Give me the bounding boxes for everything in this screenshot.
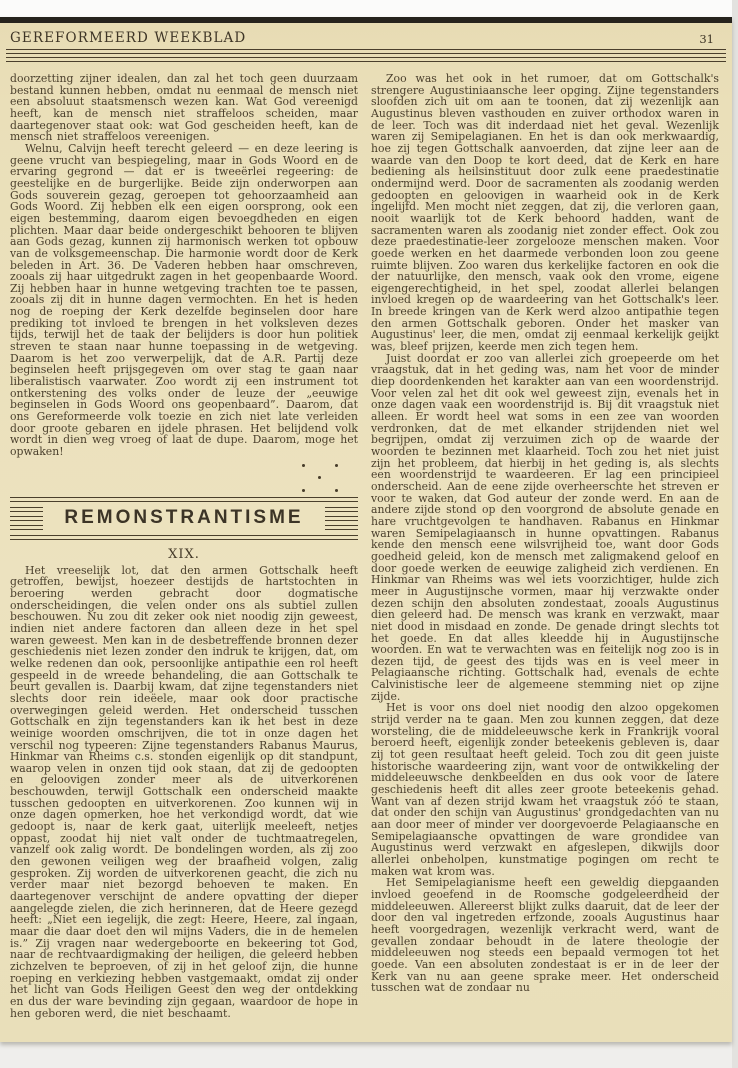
ornament-dot — [302, 489, 305, 492]
ornament-dot — [318, 476, 321, 479]
paragraph: Het vreeselijk lot, dat den armen Gottschalk heeft getroffen, bewijst, hoezeer destijds de hartstochten in beroering werden gebracht door dogmatische onderscheidingen, die velen onder ons als subtiel zullen beschouwen. Nu zou dit zeker ook niet noodig zijn geweest, indien niet andere factoren dan alleen deze in het spel waren geweest. Men kan in de desbetreffende bronnen dezer geschiedenis niet lezen zonder den indruk te krijgen, dat, om welke redenen dan ook, persoonlijke antipathie een rol heeft gespeeld in de wreede behandeling, die aan Gottschalk te beurt gevallen is. Daarbij kwam, dat zijne tegenstanders niet slechts door rein ideëele, maar ook door practische overwegingen geleid werden. Het onderscheid tusschen Gottschalk en zijn tegenstanders kan ik het best in deze weinige woorden omschrijven, die tot in onze dagen het verschil nog typeeren: Zijne tegenstanders Rabanus Maurus, Hinkmar van Rheims c.s. stonden eigenlijk op dit standpunt, waarop velen in onzen tijd ook staan, dat zij de gedoopten en geloovigen zonder meer als de uitverkorenen beschouwden, terwijl Gottschalk een onderscheid maakte tusschen gedoopten en uitverkorenen. Zoo kunnen wij in onze dagen opmerken, hoe het verkondigd wordt, dat wie gedoopt is, naar de kerk gaat, uiterlijk meeleeft, netjes oppast, zoodat hij niet valt onder de tuchtmaatregelen, vanzelf ook zalig wordt. De bondelingen worden, als zij zoo den gewonen veiligen weg der braafheid volgen, zalig gesproken. Zij worden de uitverkorenen geacht, die zich nu verder maar niet bezorgd behoeven te maken. En daartegenover verschijnt de andere opvatting der dieper aangelegde zielen, die zich herinneren, dat de Heere gezegd heeft: „Niet een iegelijk, die zegt: Heere, Heere, zal ingaan, maar die daar doet den wil mijns Vaders, die in de hemelen is.” Zij vragen naar wedergeboorte en bekeering tot God, naar de rechtvaardigmaking der heiligen, die geleerd hebben zichzelven te beproeven, of zij in het geloof zijn, die hunne roeping en verkiezing hebben vastgemaakt, omdat zij onder het licht van Gods Heiligen Geest den weg der ontdekking en dus der ware bevinding zijn gegaan, waardoor de hope in hen geboren werd, die niet beschaamt. — [10, 563, 358, 1020]
section-number: XIX. — [168, 546, 200, 562]
heading-side-rules-right — [325, 507, 358, 530]
masthead-title: GEREFORMEERD WEEKBLAD — [10, 30, 247, 46]
section-title: REMONSTRANTISME — [64, 507, 304, 529]
ornament-dot — [302, 464, 305, 467]
paragraph: Welnu, Calvijn heeft terecht geleerd — en deze leering is geene vrucht van bespiegeling, maar in Gods Woord en de ervaring gegrond — dat er is tweeërlei regeering: de geestelijke en de burgerlijke. Beide zijn onderworpen aan Gods souverein gezag, geroepen tot gehoorzaamheid aan Gods Woord. Zij hebben elk een eigen oorsprong, ook een eigen bestemming, daarom eigen bevoegdheden en eigen plichten. Maar daar beide ondergeschikt behooren te blijven aan Gods gezag, kunnen zij harmonisch werken tot opbouw van de volksgemeenschap. Die harmonie wordt door de Kerk beleden in Art. 36. De Vaderen hebben haar omschreven, zooals zij haar uitgedrukt zagen in het geopenbaarde Woord. Zij hebben haar in hunne wetgeving trachten toe te passen, zooals zij dit in hunne dagen vermochten. En het is heden nog de roeping der Kerk dezelfde beginselen door hare prediking tot invloed te brengen in het volksleven dezes tijds, terwijl het de taak der belijders is door hun politiek streven te staan naar hunne toepassing in de wetgeving. Daarom is het zoo verwerpelijk, dat de A.R. Partij deze beginselen heeft prijsgegeven om over stag te gaan naar liberalistisch vaarwater. Zoo wordt zij een instrument tot ontkerstening des volks onder de leuze der „eeuwige beginselen in Gods Woord ons geopenbaard”. Daarom, dat ons Gereformeerde volk toezie en zich niet late verleiden door groote gebaren en ijdele phrasen. Het belijdend volk wordt in dien weg vroeg of laat de dupe. Daarom, moge het opwaken! — [10, 141, 358, 458]
heading-rule-top — [10, 497, 358, 502]
section-heading-block — [10, 497, 358, 540]
mini-rule — [325, 516, 358, 521]
mini-rule — [325, 525, 358, 530]
masthead — [0, 23, 732, 46]
masthead-rule — [6, 49, 726, 62]
paragraph: Het is voor ons doel niet noodig den alzoo opgekomen strijd verder na te gaan. Men zou kunnen zeggen, dat deze worsteling, die de middeleeuwsche kerk in Frankrijk vooral beroerd heeft, eigenlijk zonder beteekenis gebleven is, daar zij tot geen resultaat heeft geleid. Toch zou dit geen juiste historische waardeering zijn, want voor de ontwikkeling der middeleeuwsche denkbeelden en dus ook voor de latere geschiedenis heeft dit alles zeer groote beteekenis gehad. Want van af dezen strijd kwam het vraagstuk zóó te staan, dat onder den schijn van Augustinus' grondgedachten van nu aan door meer of minder ver doorgevoerde Pelagiaansche en Semipelagiaansche opvattingen de ware grondidee van Augustinus werd verzwakt en afgeslepen, dikwijls door allerlei onbeholpen, kunstmatige pogingen om recht te maken wat krom was. — [371, 701, 719, 878]
heading-row — [10, 505, 358, 532]
paragraph: Zoo was het ook in het rumoer, dat om Gottschalk's strengere Augustiniaansche leer opging. Zijne tegenstanders sloofden zich uit om aan te toonen, dat zij wezenlijk aan Augustinus bleven vasthouden en zuiver orthodox waren in de leer. Toch was dit inderdaad niet het geval. Wezenlijk waren zij Semipelagianen. En het is dan ook merkwaardig, hoe zij tegen Gottschalk aanvoerden, dat zijne leer aan de waarde van den Doop te kort deed, dat de Kerk en hare bediening als heilsinstituut door zulk eene praedestinatie ondermijnd werd. Door de sacramenten als zoodanig werden gedoopten en geloovigen in waarheid ook in de Kerk ingelijfd. Men mocht niet zeggen, dat zij, die verloren gaan, nooit waarlijk tot de Kerk behoord hadden, want de sacramenten waren als zoodanig niet zonder effect. Ook zou deze praedestinatie-leer zorgelooze menschen maken. Voor goede werken en het daarmede verbonden loon zou geene ruimte blijven. Zoo waren dus kerkelijke factoren en ook die der natuurlijke, den mensch, vaak ook den vrome, eigene eigengerechtigheid, in het spel, zoodat allerlei belangen invloed kregen op de waardeering van het Gottschalk's leer. In breede kringen van de Kerk werd alzoo antipathie tegen den armen Gottschalk geboren. Onder het masker van Augustinus' leer, die men, omdat zij eenmaal kerkelijk geijkt was, bleef prijzen, keerde men zich tegen hem. — [371, 72, 719, 354]
asterism-five-dots-ornament — [10, 462, 338, 494]
mini-rule — [10, 516, 43, 521]
ornament-dot — [335, 464, 338, 467]
newspaper-page — [0, 17, 732, 1042]
paragraph: Juist doordat er zoo van allerlei zich groepeerde om het vraagstuk, dat in het geding was, nam het voor de minder diep doordenkenden het karakter aan van een woordenstrijd. Voor velen zal het dit ook wel geweest zijn, evenals het in onze dagen vaak een woordenstrijd is. Bij dit vraagstuk niet alleen. Er wordt heel wat soms in een zee van woorden verdronken, dat de met elkander strijdenden niet wel begrijpen, omdat zij verzuimen zich op de waarde der woorden te bezinnen met klaarheid. Toch zou het niet juist zijn het probleem, dat hierbij in het geding is, als slechts een woordenstrijd te waardeeren. Er lag een principieel onderscheid. Aan de eene zijde overheerschte het streven er voor te waken, dat God auteur der zonde werd. En aan de andere zijde stond op den voorgrond de absolute genade en hare vruchtgevolgen te handhaven. Rabanus en Hinkmar waren Semipelagiaansch in hunne opvattingen. Rabanus kende den mensch eene wilsvrijheid toe, want door Gods goedheid geleid, kon de mensch met zaligmakend geloof en door goede werken de eeuwige zaligheid zich verdienen. En Hinkmar van Rheims was wel iets voorzichtiger, hulde zich meer in Augustijnsche vormen, maar hij verzwakte onder dezen schijn den absoluten zondestaat, zooals Augustinus dien geleerd had. De mensch was krank en verzwakt, maar niet dood in misdaad en zonde. De genade dringt slechts tot het goede. En dat alles kleedde hij in Augustijnsche woorden. En wat te verwachten was en feitelijk nog zoo is in dezen tijd, de geest des tijds was en is veel meer in Pelagiaansche richting. Gottschalk had, evenals de echte Calvinistische leer de algemeene stemming niet op zijne zijde. — [371, 351, 719, 703]
right-column — [371, 73, 719, 1019]
heading-rule-bottom — [10, 535, 358, 540]
ornament-dot — [335, 489, 338, 492]
mini-rule — [10, 525, 43, 530]
masthead-rule-line — [6, 49, 726, 54]
paragraph: Het Semipelagianisme heeft een geweldig diepgaanden invloed geoefend in de Roomsche godgeleerdheid der middeleeuwen. Allereerst blijkt zulks daaruit, dat de leer der door den val ingetreden erfzonde, zooals Augustinus haar heeft voorgedragen, wezenlijk verkracht werd, want de gevallen zondaar behoudt in de latere theologie der middeleeuwen nog steeds een bepaald vermogen tot het goede. Van een absoluten zondestaat is er in de leer der Kerk van nu aan geene sprake meer. Het onderscheid tusschen wat de zondaar nu — [371, 876, 719, 995]
scan-background-right — [732, 0, 738, 1068]
asterism-dots — [302, 464, 338, 492]
mini-rule — [325, 507, 358, 512]
heading-side-rules-left — [10, 507, 43, 530]
page-number: 31 — [699, 32, 714, 46]
article-columns — [0, 62, 732, 1019]
paragraph: doorzetting zijner idealen, dan zal het toch geen duurzaam bestand kunnen hebben, omdat nu eenmaal de mensch niet een absoluut staatsmensch wezen kan. Wat God vereenigd heeft, kan de mensch niet straffeloos scheiden, maar daartegenover staat ook: wat God gescheiden heeft, kan de mensch niet straffeloos vereenigen. — [10, 72, 358, 144]
mini-rule — [10, 507, 43, 512]
left-column — [10, 73, 358, 1019]
scan-background-top — [0, 0, 738, 17]
